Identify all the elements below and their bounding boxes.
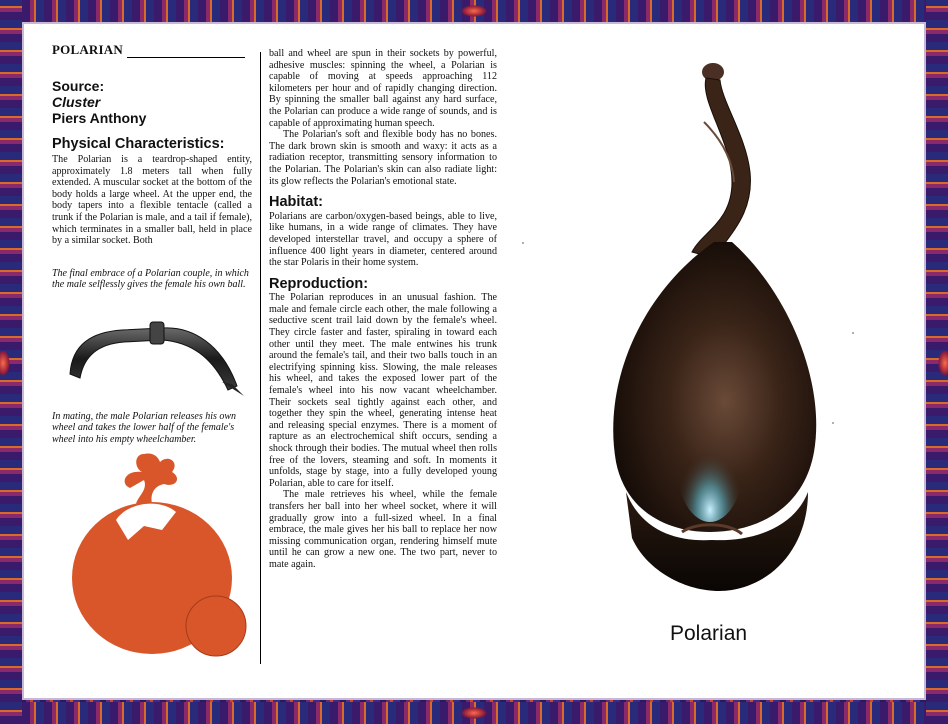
habitat-heading: Habitat: <box>269 194 323 211</box>
border-ornament-top <box>461 5 487 17</box>
physical-heading: Physical Characteristics: <box>52 136 225 152</box>
embrace-illustration <box>62 304 247 399</box>
speck <box>522 242 524 244</box>
skin-paragraph: The Polarian's soft and flexible body has no bones. The dark brown skin is smooth and waxy: it acts as a radiation receptor, transmitting sensory information to the Polarian. The Polarian's skin can also radiate light: its glow reflects the Polarian's emotional state. <box>269 129 497 187</box>
caption-embrace: The final embrace of a Polarian couple, in which the male selflessly gives the female his own ball. <box>52 267 249 291</box>
physical-text-continued: ball and wheel are spun in their sockets by powerful, adhesive muscles: spinning the wheel, a Polarian is capable of moving at speeds approaching 112 kilometers per hour and of rapidly changing direction. By spinning the smaller ball against any hard surface, the Polarian can produce a wide range of sounds, and is capable of approximating human speech. <box>269 48 497 129</box>
physical-text: The Polarian is a teardrop-shaped entity, approximately 1.8 meters tall when fully extended. A muscular socket at the bottom of the body holds a large wheel. At the upper end, the body tapers into a flexible tentacle (called a trunk if the Polarian is male, and a tail if female), which terminates in a smaller ball, held in place by a similar socket. Both <box>52 154 252 247</box>
title-row <box>52 42 252 58</box>
border-ornament-right <box>938 350 948 376</box>
caption-mating: In mating, the male Polarian releases his own wheel and takes the lower half of the female's wheel into his empty wheelchamber. <box>52 410 237 445</box>
reproduction-text-1: The Polarian reproduces in an unusual fashion. The male and female circle each other, the male following a seductive scent trail laid down by the female's wheel. They circle faster and faster, spiraling in toward each other until they meet. The male entwines his trunk around the female's tail, and their two balls touch in an electrifying spinning kiss. Slowing, the male releases his wheel, and takes the exposed lower part of the female's wheel into his now vacant wheelchamber. Their sockets seal tightly against each other, and together they spin the wheel, generating intense heat and releasing special enzymes. There is a moment of rapture as an electrochemical shift occurs, sending a shock through their bodies. The mutual wheel then rolls free of the lovers, steaming and soft. In moments it unfolds, stage by stage, into a fully developed young Polarian, able to care for itself. <box>269 292 497 489</box>
habitat-text: Polarians are carbon/oxygen-based beings, able to live, like humans, in a wide range of climates. They have developed interstellar travel, and occupy a sphere of influence 400 light years in diameter, centered around the star Polaris in their home system. <box>269 210 497 269</box>
source-label: Source: <box>52 78 105 94</box>
reproduction-heading: Reproduction: <box>269 275 369 292</box>
border-ornament-bottom <box>461 707 487 719</box>
source-book: Cluster <box>52 94 101 110</box>
page <box>22 22 926 700</box>
page-title: POLARIAN <box>52 42 123 57</box>
speck <box>852 332 854 334</box>
title-underline <box>127 47 245 58</box>
speck <box>832 422 834 424</box>
column-divider <box>260 52 261 664</box>
reproduction-text-2: The male retrieves his wheel, while the female transfers her ball into her wheel socket, where it will gradually grow into a full-sized wheel. In a final embrace, the male gives her his ball to replace her now missing communication organ, rendering himself mute until he can grow a new one. The two part, never to mate again. <box>269 489 497 570</box>
source-author: Piers Anthony <box>52 110 147 126</box>
creature-name: Polarian <box>670 622 748 645</box>
source-block <box>52 78 252 126</box>
middle-column <box>269 48 497 571</box>
polarian-illustration <box>582 62 862 602</box>
mating-illustration <box>64 450 249 665</box>
